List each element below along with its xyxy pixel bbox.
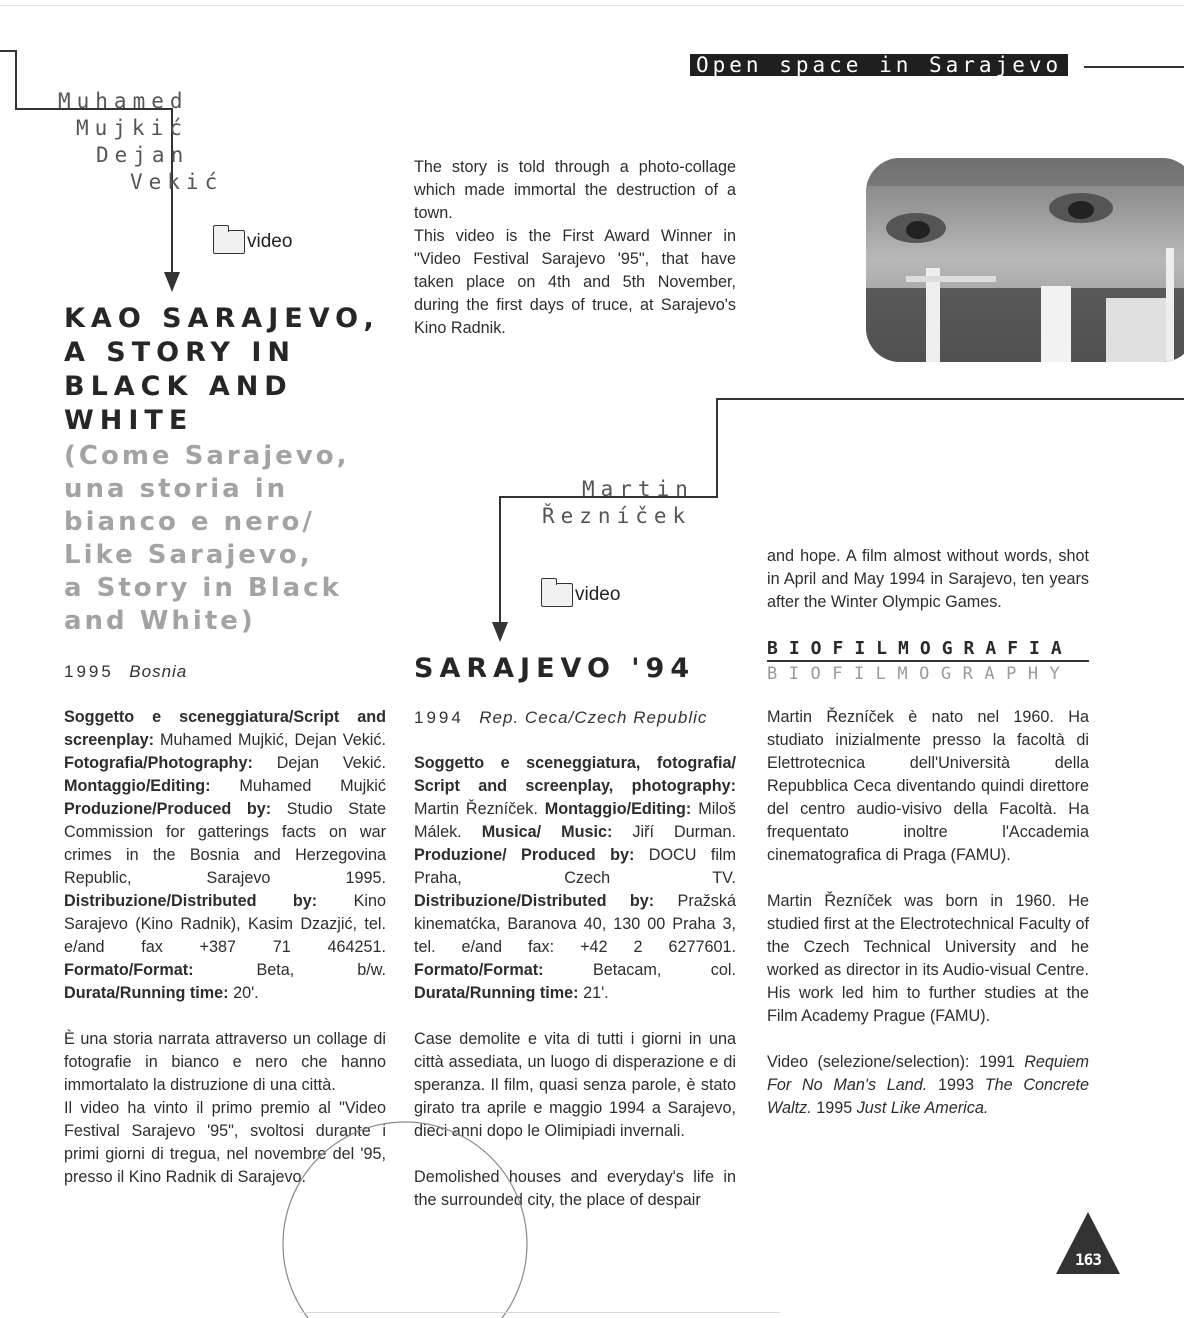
bio-paragraph: Martin Řezníček è nato nel 1960. Ha studiato inizialmente presso la facoltà di Elettrotecnica dell'Università della Repubblica Ceca diventando quindi direttore del centro audio-visivo della Facoltà. Ha frequentato inoltre l'Accademia cinematografica di Praga (FAMU).: [767, 708, 1089, 864]
credit-label: Fotografia/Photography:: [64, 754, 253, 772]
synopsis-paragraph: The story is told through a photo-collage which made immortal the destruction of a town.: [414, 158, 736, 222]
folder-icon: [213, 230, 245, 254]
credit-value: Pražská kinematćka, Baranova 40, 130 00 Praha 3, tel. e/and fax: +42 2 6277601.: [414, 892, 736, 956]
film-country: Bosnia: [129, 662, 188, 681]
synopsis-paragraph: Case demolite e vita di tutti i giorni in una città assediata, un luogo di disperazione e di speranza. Il film, quasi senza parole, è stato girato tra aprile e maggio 1994 a Sarajevo, dieci anni dopo le Olimipiadi invernali.: [414, 1030, 736, 1140]
credit-label: Distribuzione/Distributed by:: [414, 892, 655, 910]
credit-label: Formato/Format:: [414, 961, 544, 979]
film-title: SARAJEVO '94: [414, 653, 696, 684]
bio-paragraph: Martin Řezníček was born in 1960. He studied first at the Electrotechnical Faculty of the Czech Technical University and he worked as director in its Audio-visual Centre. His work led him to further studies at the Film Academy Prague (FAMU).: [767, 892, 1089, 1025]
arrow-down-icon: [164, 272, 180, 292]
film-title-line: KAO SARAJEVO,: [64, 303, 380, 334]
connector-line: [15, 50, 17, 110]
connector-line: [499, 496, 501, 626]
credit-value: 21'.: [583, 984, 609, 1002]
credit-label: Montaggio/Editing:: [544, 800, 692, 818]
credit-value: Martin Řezníček.: [414, 800, 538, 818]
credit-label: Formato/Format:: [64, 961, 194, 979]
video-tag-label: video: [575, 584, 621, 605]
film-year: 1995: [64, 662, 114, 681]
film-country: Rep. Ceca/Czech Republic: [479, 708, 708, 727]
film-still-photo: [866, 158, 1184, 362]
synopsis-paragraph: This video is the First Award Winner in "Video Festival Sarajevo '95", that have taken place on 4th and 5th November, during the first days of truce, at Sarajevo's Kino Radnik.: [414, 227, 736, 337]
film-title-line: A STORY IN: [64, 337, 297, 368]
section-title: Open space in Sarajevo: [690, 54, 1068, 76]
video-tag-label: video: [247, 231, 293, 252]
author-last-name: Mujkić: [76, 116, 188, 140]
film-year-country: [414, 708, 707, 728]
videography-title: Requiem For No Man's Land.: [767, 1053, 1090, 1094]
connector-line: [0, 50, 16, 52]
videography-label: Video (selezione/selection):: [767, 1053, 970, 1071]
credit-value: Betacam, col.: [592, 961, 736, 979]
bio-block: [767, 706, 1089, 1120]
top-rule: [0, 5, 1184, 6]
bottom-rule: [300, 1312, 780, 1313]
credit-value: DOCU film Praha, Czech TV.: [414, 846, 736, 887]
author-first-name: Dejan: [96, 143, 190, 167]
header-rule: [1084, 66, 1184, 68]
credit-label: Soggetto e sceneggiatura/Script and screenplay:: [64, 708, 386, 749]
videography-title: Just Like America.: [856, 1099, 989, 1117]
credit-value: Muhamed Mujkić, Dejan Vekić.: [160, 731, 386, 749]
page-number: 163: [1075, 1250, 1101, 1269]
credit-label: Produzione/ Produced by:: [414, 846, 635, 864]
credit-value: Studio State Commission for gatterings facts on war crimes in the Bosnia and Herzegovina Republic, Sarajevo 1995.: [64, 800, 386, 887]
synopsis-paragraph: Demolished houses and everyday's life in the surrounded city, the place of despair: [414, 1168, 736, 1209]
synopsis-paragraph: Il video ha vinto il primo premio al "Video Festival Sarajevo '95", svoltosi durante i primi giorni di tregua, nel novembre del '95, presso il Kino Radnik di Sarajevo.: [64, 1099, 386, 1186]
videography-year: 1993: [938, 1076, 975, 1094]
film-subtitle: (Come Sarajevo, una storia in bianco e nero/ Like Sarajevo, a Story in Black and White): [64, 441, 350, 636]
credit-value: Muhamed Mujkić: [239, 777, 386, 795]
credit-label: Produzione/Produced by:: [64, 800, 272, 818]
synopsis-paragraph: È una storia narrata attraverso un collage di fotografie in bianco e nero che hanno immortalato la distruzione di una città.: [64, 1030, 386, 1094]
decorative-circle: [280, 1112, 540, 1318]
credit-label: Musica/ Music:: [481, 823, 613, 841]
biofilmography-heading: [767, 638, 1089, 684]
credit-label: Durata/Running time:: [414, 984, 579, 1002]
film-title-line: BLACK AND: [64, 371, 293, 402]
videography-year: 1991: [978, 1053, 1015, 1071]
videography-year: 1995: [816, 1099, 853, 1117]
folder-icon: [541, 583, 573, 607]
page-number-badge: [1056, 1212, 1120, 1274]
film-title-line: WHITE: [64, 405, 194, 436]
video-tag: [541, 583, 620, 607]
author-last-name: Řezníček: [542, 504, 692, 528]
bio-heading-en: BIOFILMOGRAPHY: [767, 664, 1072, 684]
connector-line: [716, 398, 718, 498]
author-first-name: Muhamed: [58, 89, 189, 113]
credit-value: 20'.: [233, 984, 259, 1002]
arrow-down-icon: [492, 622, 508, 642]
credit-value: Dejan Vekić.: [276, 754, 387, 772]
synopsis-continued: [767, 545, 1089, 614]
credit-value: Kino Sarajevo (Kino Radnik), Kasim Dzazjić, tel. e/and fax +387 71 464251.: [64, 892, 386, 956]
credit-value: Beta, b/w.: [256, 961, 386, 979]
credit-label: Soggetto e sceneggiatura, fotografia/ Script and screenplay, photography:: [414, 754, 736, 795]
videography-title: The Concrete Waltz.: [767, 1076, 1090, 1117]
film-title: [64, 302, 394, 438]
synopsis-english: [414, 156, 736, 340]
video-tag: [213, 230, 292, 254]
film-year: 1994: [414, 708, 464, 727]
bio-heading-it: BIOFILMOGRAFIA: [767, 638, 1073, 659]
credit-value: Jiří Durman.: [632, 823, 737, 841]
author-first-name: Martin: [582, 477, 694, 501]
videography: [767, 1051, 1089, 1120]
credit-label: Distribuzione/Distributed by:: [64, 892, 318, 910]
credit-value: Miloš Málek.: [414, 800, 737, 841]
credit-label: Montaggio/Editing:: [64, 777, 211, 795]
author-last-name: Vekić: [130, 170, 224, 194]
connector-line: [716, 398, 1184, 400]
synopsis-paragraph: and hope. A film almost without words, shot in April and May 1994 in Sarajevo, ten years after the Winter Olympic Games.: [767, 547, 1089, 611]
film-year-country: [64, 662, 187, 682]
credit-label: Durata/Running time:: [64, 984, 229, 1002]
